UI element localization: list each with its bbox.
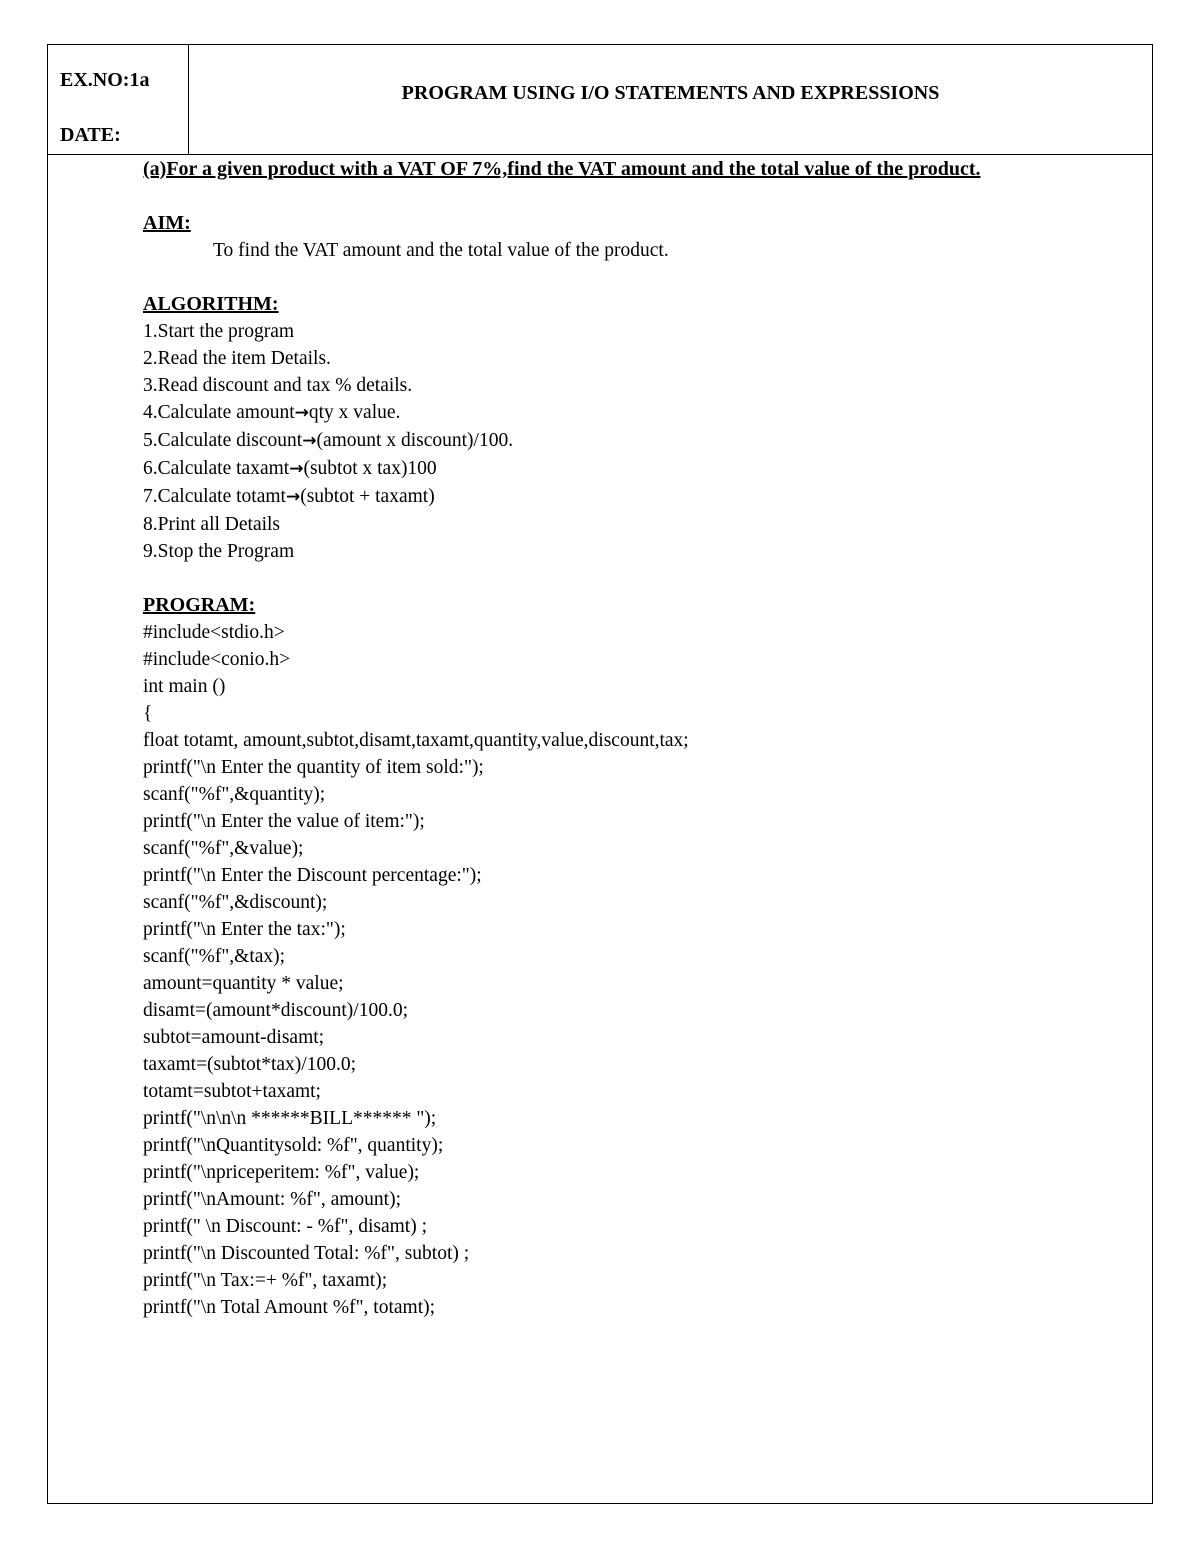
code-line: scanf("%f",&value); bbox=[143, 838, 304, 859]
algorithm-step-text: 6.Calculate taxamt bbox=[143, 458, 290, 479]
algorithm-step bbox=[143, 345, 1043, 372]
aim-text: To find the VAT amount and the total value of the product. bbox=[213, 240, 669, 261]
code-line: printf("\n Total Amount %f", totamt); bbox=[143, 1297, 436, 1318]
header-left-cell bbox=[48, 45, 189, 154]
code-line: scanf("%f",&tax); bbox=[143, 946, 286, 967]
code-line: printf(" \n Discount: - %f", disamt) ; bbox=[143, 1216, 427, 1237]
code-line: printf("\n Enter the Discount percentage:"); bbox=[143, 865, 482, 886]
algorithm-steps bbox=[143, 318, 1043, 565]
code-line: printf("\n Discounted Total: %f", subtot) ; bbox=[143, 1243, 470, 1264]
algorithm-step bbox=[143, 399, 1043, 427]
algorithm-step bbox=[143, 511, 1043, 538]
algorithm-step-formula: (subtot + taxamt) bbox=[300, 486, 435, 507]
code-line: #include<stdio.h> bbox=[143, 622, 285, 643]
algorithm-step-text: 5.Calculate discount bbox=[143, 430, 303, 451]
arrow-icon: → bbox=[302, 431, 317, 451]
code-line: printf("\n\n\n ******BILL****** "); bbox=[143, 1108, 437, 1129]
document-title: PROGRAM USING I/O STATEMENTS AND EXPRESSIONS bbox=[401, 82, 940, 104]
problem-statement: (a)For a given product with a VAT OF 7%,find the VAT amount and the total value of the product. bbox=[143, 158, 981, 180]
code-line: printf("\n Enter the tax:"); bbox=[143, 919, 346, 940]
code-line: printf("\n Enter the value of item:"); bbox=[143, 811, 425, 832]
code-line: printf("\nAmount: %f", amount); bbox=[143, 1189, 402, 1210]
code-line: totamt=subtot+taxamt; bbox=[143, 1081, 321, 1102]
algorithm-step-text: 2.Read the item Details. bbox=[143, 348, 331, 369]
header-table bbox=[48, 45, 1152, 155]
arrow-icon: → bbox=[294, 403, 309, 423]
code-line: disamt=(amount*discount)/100.0; bbox=[143, 1000, 409, 1021]
algorithm-step bbox=[143, 318, 1043, 345]
code-line: int main () bbox=[143, 676, 226, 697]
algorithm-step-formula: (subtot x tax)100 bbox=[303, 458, 437, 479]
code-line: float totamt, amount,subtot,disamt,taxamt,quantity,value,discount,tax; bbox=[143, 730, 689, 751]
algorithm-step-formula: (amount x discount)/100. bbox=[316, 430, 514, 451]
algorithm-step-text: 7.Calculate totamt bbox=[143, 486, 286, 507]
code-line: #include<conio.h> bbox=[143, 649, 291, 670]
algorithm-step-text: 9.Stop the Program bbox=[143, 541, 295, 562]
code-line: { bbox=[143, 703, 153, 724]
aim-heading: AIM: bbox=[143, 212, 191, 234]
code-line: printf("\nQuantitysold: %f", quantity); bbox=[143, 1135, 444, 1156]
code-line: scanf("%f",&discount); bbox=[143, 892, 328, 913]
code-line: taxamt=(subtot*tax)/100.0; bbox=[143, 1054, 357, 1075]
algorithm-step bbox=[143, 427, 1043, 455]
algorithm-step-text: 1.Start the program bbox=[143, 321, 295, 342]
code-line: printf("\npriceperitem: %f", value); bbox=[143, 1162, 420, 1183]
document-body bbox=[143, 156, 1043, 1321]
program-code bbox=[143, 619, 1043, 1321]
code-line: amount=quantity * value; bbox=[143, 973, 344, 994]
date-label: DATE: bbox=[60, 124, 121, 146]
algorithm-heading: ALGORITHM: bbox=[143, 293, 279, 315]
code-line: scanf("%f",&quantity); bbox=[143, 784, 326, 805]
algorithm-step bbox=[143, 372, 1043, 399]
arrow-icon: → bbox=[285, 487, 301, 507]
algorithm-step bbox=[143, 455, 1043, 483]
algorithm-step bbox=[143, 483, 1043, 511]
program-heading: PROGRAM: bbox=[143, 594, 256, 616]
algorithm-step-text: 4.Calculate amount bbox=[143, 402, 295, 423]
code-line: printf("\n Enter the quantity of item sold:"); bbox=[143, 757, 484, 778]
exercise-number: EX.NO:1a bbox=[60, 69, 150, 91]
arrow-icon: → bbox=[289, 459, 304, 479]
algorithm-step-text: 8.Print all Details bbox=[143, 514, 281, 535]
algorithm-step-formula: qty x value. bbox=[308, 402, 401, 423]
algorithm-step bbox=[143, 538, 1043, 565]
code-line: printf("\n Tax:=+ %f", taxamt); bbox=[143, 1270, 388, 1291]
algorithm-step-text: 3.Read discount and tax % details. bbox=[143, 375, 413, 396]
code-line: subtot=amount-disamt; bbox=[143, 1027, 325, 1048]
